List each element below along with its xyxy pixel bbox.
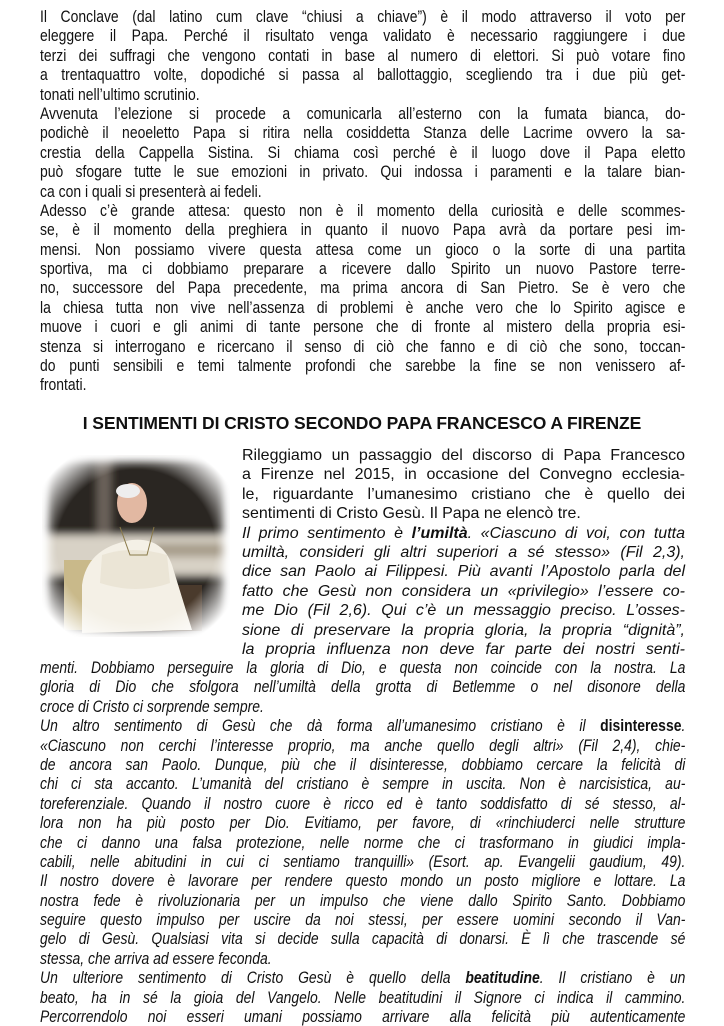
- text-segment: croce di Cristo ci sorprende sempre.: [40, 696, 264, 716]
- text-line: [40, 356, 685, 375]
- text-segment: la chiesa tutta non vive nell’assenza di problemi è anche vero che lo Spirito agisce e: [40, 297, 686, 317]
- pope-francis-photo: [42, 455, 230, 637]
- text-segment: Il Conclave (dal latino cum clave “chiusi a chiave”) è il modo attraverso il voto per: [40, 7, 686, 26]
- text-segment: sportiva, ma ci dobbiamo preparare a ricevere dallo Spirito un nuovo Pastore terre-: [40, 259, 686, 279]
- text-line: [40, 929, 685, 948]
- text-segment: umiltà, consideri gli altri superiori a sé stesso» (Fil 2,3),: [242, 543, 685, 561]
- text-segment: podichè il neoeletto Papa si ritira nella cosiddetta Stanza delle Lacrime ovvero la sa-: [40, 123, 686, 143]
- text-segment: menti. Dobbiamo perseguire la gloria di Dio, e questa non coincide con la nostra. La: [40, 658, 686, 677]
- emphasis-text: beatitudine: [465, 968, 540, 988]
- text-segment: dice san Paolo ai Filippesi. Più avanti l’Apostolo parla del: [242, 563, 685, 581]
- text-segment: no, successore del Papa precedente, ma prima ancora di San Pietro. Se è vero che: [40, 278, 686, 298]
- text-segment: cabili, nelle abitudini in cui ci sentiamo tranquilli» (Esort. ap. Evangelii gaudium, 49).: [40, 851, 686, 871]
- text-segment: Un altro sentimento di Gesù che dà forma all’umanesimo cristiano è il: [40, 716, 601, 736]
- conclave-article-text: [40, 7, 724, 395]
- text-segment: Avvenuta l’elezione si procede a comunicarla all’esterno con la fumata bianca, do-: [40, 103, 686, 123]
- text-segment: tonati nell’ultimo scrutinio.: [40, 84, 200, 104]
- text-line: [40, 259, 685, 278]
- text-line: [40, 891, 685, 910]
- text-line: [40, 1007, 685, 1026]
- text-line: [40, 375, 685, 394]
- text-segment: sione di preservare la propria gloria, la propria “dignità”,: [242, 621, 685, 639]
- text-segment: stenza si interrogano e ricercano il senso di ciò che fanno e di ciò che sono, toccan-: [40, 336, 686, 356]
- text-line: [40, 26, 685, 45]
- text-segment: beato, ha in sé la gioia del Vangelo. Nelle beatitudini il Signore ci indica il cammino.: [40, 987, 686, 1007]
- text-segment: frontati.: [40, 375, 87, 395]
- text-line: [40, 774, 685, 793]
- text-line: [40, 201, 685, 220]
- text-line: [242, 543, 685, 562]
- text-segment: Il nostro dovere è lavorare per rendere questo mondo un posto migliore e lottare. La: [40, 871, 686, 891]
- text-line: [242, 524, 685, 543]
- text-line: [40, 240, 685, 259]
- text-segment: fatto che Gesù non considera un «privilegio» l’essere co-: [242, 582, 685, 600]
- text-segment: toreferenziale. Quando il nostro cuore è ricco ed è tanto soddisfatto di sé stesso, al-: [40, 793, 686, 813]
- text-segment: che ci danno una falsa protezione, nelle norme che ci trasformano in giudici impla-: [40, 832, 686, 852]
- text-line: [40, 852, 685, 871]
- text-line: [40, 162, 685, 181]
- text-segment: Il primo sentimento è: [242, 524, 412, 542]
- text-line: [40, 794, 685, 813]
- text-line: [40, 104, 685, 123]
- text-segment: Un ulteriore sentimento di Cristo Gesù è quello della: [40, 968, 466, 988]
- text-segment: la propria influenza non deve far parte dei nostri senti-: [242, 640, 685, 658]
- text-line: [40, 143, 685, 162]
- emphasis-text: l’umiltà: [411, 524, 468, 542]
- text-segment: può sfogare tutte le sue emozioni in privato. Qui indossa i paramenti e la talare bian-: [40, 162, 686, 182]
- text-segment: . Il cristiano è un: [539, 968, 686, 988]
- text-segment: lora non ha più posto per Dio. Evitiamo, per favore, di «rinchiuderci nelle strutture: [40, 813, 686, 833]
- text-line: [242, 601, 685, 620]
- text-segment: stessa, che arriva ad essere feconda.: [40, 948, 272, 968]
- text-segment: . «Ciascuno di voi, con tutta: [467, 524, 685, 542]
- text-line: [40, 716, 685, 735]
- text-segment: .: [681, 716, 686, 736]
- text-segment: muove i cuori e gli animi di tante persone che di fronte al mistero della propria esi-: [40, 317, 686, 337]
- text-segment: Percorrendolo noi esseri umani possiamo arrivare alla felicità più autenticamente: [40, 1007, 686, 1026]
- text-line: [40, 677, 685, 696]
- text-segment: a trentaquattro volte, dopodiché si passa al ballottaggio, scegliendo tra i due più get-: [40, 65, 686, 85]
- text-line: [40, 317, 685, 336]
- emphasis-text: disinteresse: [600, 716, 682, 736]
- text-line: [40, 910, 685, 929]
- text-line: [40, 298, 685, 317]
- section-heading: I SENTIMENTI DI CRISTO SECONDO PAPA FRANCESCO A FIRENZE: [82, 413, 642, 433]
- text-line: [242, 640, 685, 659]
- text-line: [40, 988, 685, 1007]
- text-line: [242, 504, 685, 523]
- text-segment: crestia della Cappella Sistina. Si chiama così perché è il luogo dove il Papa eletto: [40, 142, 686, 162]
- text-segment: nostra fede è rivoluzionaria per un impulso che viene dallo Spirito Santo. Dobbiamo: [40, 890, 686, 910]
- text-segment: ca con i quali si presenterà ai fedeli.: [40, 181, 262, 201]
- text-line: [40, 949, 685, 968]
- text-line: [242, 485, 685, 504]
- text-segment: gloria di Dio che sfolgora nell’umiltà della grotta di Betlemme o nel disonore della: [40, 677, 686, 697]
- text-line: [40, 65, 685, 84]
- text-segment: Rileggiamo un passaggio del discorso di Papa Francesco: [242, 447, 685, 464]
- text-line: [40, 7, 685, 26]
- text-segment: gelo di Gesù. Qualsiasi vita si decide sulla capacità di donarsi. È lì che trascende sé: [40, 929, 686, 949]
- text-segment: chi ci sta accanto. L’umanità del cristiano è sempre in uscita. Non è narcisistica, au-: [40, 774, 686, 794]
- text-line: [40, 337, 685, 356]
- text-segment: de ancora san Paolo. Dunque, più che il disinteresse, dobbiamo cercare la felicità di: [40, 754, 686, 774]
- text-segment: Adesso c’è grande attesa: questo non è il momento della curiosità e delle scommes-: [40, 200, 686, 220]
- text-line: [40, 736, 685, 755]
- text-line: [40, 755, 685, 774]
- text-segment: «Ciascuno non cerchi l’interesse proprio, ma anche quello degli altri» (Fil 2,4), chie-: [40, 735, 686, 755]
- text-segment: se, è il momento della preghiera in quanto il nuovo Papa avrà da portare pesi im-: [40, 220, 686, 240]
- text-segment: a Firenze nel 2015, in occasione del Convegno ecclesia-: [242, 466, 685, 484]
- text-line: [40, 85, 685, 104]
- text-segment: terzi dei suffragi che vengono contati in base al numero di elettori. Si può votare fino: [40, 45, 686, 65]
- text-line: [40, 46, 685, 65]
- sentimenti-text: [40, 658, 724, 1026]
- francesco-intro-text: [242, 446, 685, 659]
- text-line: [242, 582, 685, 601]
- text-line: [242, 621, 685, 640]
- text-line: [40, 658, 685, 677]
- text-segment: me Dio (Fil 2,6). Qui c’è un messaggio preciso. L’osses-: [242, 602, 685, 620]
- text-segment: sentimenti di Cristo Gesù. Il Papa ne elencò tre.: [242, 505, 581, 523]
- text-line: [40, 123, 685, 142]
- text-line: [40, 697, 685, 716]
- text-line: [242, 562, 685, 581]
- text-line: [40, 813, 685, 832]
- text-segment: mensi. Non possiamo vivere questa attesa come un gioco o la sorte di una partita: [40, 239, 686, 259]
- text-line: [40, 182, 685, 201]
- text-line: [40, 968, 685, 987]
- text-line: [40, 833, 685, 852]
- text-segment: eleggere il Papa. Perché il risultato venga validato è necessario raggiungere i due: [40, 26, 686, 46]
- text-segment: seguire questo impulso per uscire da noi stessi, per essere uomini secondo il Van-: [40, 910, 686, 930]
- text-line: [242, 446, 685, 465]
- text-line: [40, 220, 685, 239]
- text-segment: le, riguardante l’umanesimo cristiano che è quello dei: [242, 485, 685, 503]
- text-line: [40, 278, 685, 297]
- text-segment: do punti sensibili e temi talmente profondi che sarebbe la fine se non venissero af-: [40, 356, 686, 376]
- text-line: [40, 871, 685, 890]
- text-line: [242, 465, 685, 484]
